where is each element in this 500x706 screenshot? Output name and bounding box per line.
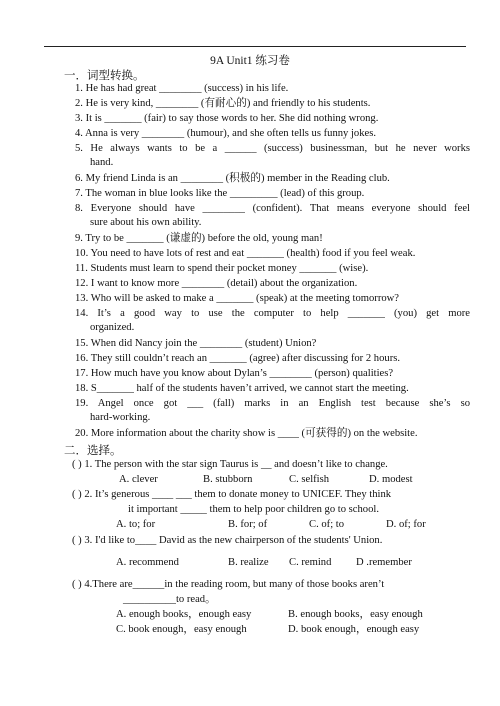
- section-heading-word-forms: 一．词型转换。: [64, 70, 145, 82]
- question-12: 12. I want to know more ________ (detail) about the organization.: [75, 278, 358, 289]
- mc2-option-b: B. for; of: [228, 519, 268, 530]
- question-1: 1. He has had great ________ (success) in his life.: [75, 83, 289, 94]
- mc2-option-c: C. of; to: [309, 519, 345, 530]
- question-18: 18. S_______ half of the students haven’t arrived, we cannot start the meeting.: [75, 383, 409, 394]
- question-16: 16. They still couldn’t reach an _______ (agree) after discussing for 2 hours.: [75, 353, 400, 364]
- mc4-option-c: C. book enough，easy enough: [116, 624, 247, 635]
- mc-question-3: ( ) 3. I'd like to____ David as the new chairperson of the students' Union.: [72, 535, 383, 546]
- mc-question-2: ( ) 2. It’s generous ____ ___ them to donate money to UNICEF. They think: [72, 489, 392, 500]
- question-17: 17. How much have you know about Dylan’s ________ (person) qualities?: [75, 368, 394, 379]
- question-9: 9. Try to be _______ (谦虚的) before the old, young man!: [75, 233, 323, 244]
- mc1-option-b: B. stubborn: [203, 474, 253, 485]
- question-14: 14. It’s a good way to use the computer to help _______ (you) get more: [75, 308, 470, 319]
- page-title: 9A Unit1 练习卷: [210, 55, 290, 67]
- mc-question-4-line2: __________to read。: [123, 594, 216, 605]
- question-2: 2. He is very kind, ________ (有耐心的) and friendly to his students.: [75, 98, 371, 109]
- mc4-option-d: D. book enough，enough easy: [288, 624, 420, 635]
- mc2-option-a: A. to; for: [116, 519, 156, 530]
- question-14-continuation: organized.: [90, 322, 135, 333]
- question-4: 4. Anna is very ________ (humour), and she often tells us funny jokes.: [75, 128, 376, 139]
- mc4-option-b: B. enough books，easy enough: [288, 609, 423, 620]
- mc2-option-d: D. of; for: [386, 519, 426, 530]
- question-13: 13. Who will be asked to make a _______ (speak) at the meeting tomorrow?: [75, 293, 400, 304]
- question-5-continuation: hand.: [90, 157, 114, 168]
- mc1-option-c: C. selfish: [289, 474, 330, 485]
- mc-question-1: ( ) 1. The person with the star sign Taurus is __ and doesn’t like to change.: [72, 459, 388, 470]
- question-5: 5. He always wants to be a ______ (success) businessman, but he never works: [75, 143, 470, 154]
- mc4-option-a: A. enough books，enough easy: [116, 609, 252, 620]
- mc3-option-c: C. remind: [289, 557, 332, 568]
- question-3: 3. It is _______ (fair) to say those words to her. She did nothing wrong.: [75, 113, 379, 124]
- question-15: 15. When did Nancy join the ________ (student) Union?: [75, 338, 317, 349]
- mc3-option-d: D .remember: [356, 557, 412, 568]
- question-6: 6. My friend Linda is an ________ (积极的) member in the Reading club.: [75, 173, 390, 184]
- mc-question-4: ( ) 4.There are______in the reading room, but many of those books aren’t: [72, 579, 385, 590]
- question-20: 20. More information about the charity show is ____ (可获得的) on the website.: [75, 428, 418, 439]
- question-19: 19. Angel once got ___ (fall) marks in an English test because she’s so: [75, 398, 470, 409]
- section-heading-multiple-choice: 二．选择。: [64, 445, 122, 457]
- mc1-option-a: A. clever: [119, 474, 158, 485]
- mc1-option-d: D. modest: [369, 474, 413, 485]
- question-7: 7. The woman in blue looks like the _________ (lead) of this group.: [75, 188, 365, 199]
- header-rule: [44, 46, 466, 47]
- question-10: 10. You need to have lots of rest and eat _______ (health) food if you feel weak.: [75, 248, 416, 259]
- question-19-continuation: hard-working.: [90, 412, 151, 423]
- mc3-option-b: B. realize: [228, 557, 269, 568]
- mc-question-2-line2: it important _____ them to help poor children go to school.: [128, 504, 379, 515]
- question-8: 8. Everyone should have ________ (confident). That means everyone should feel: [75, 203, 470, 214]
- question-8-continuation: sure about his own ability.: [90, 217, 202, 228]
- mc3-option-a: A. recommend: [116, 557, 179, 568]
- question-11: 11. Students must learn to spend their pocket money _______ (wise).: [75, 263, 369, 274]
